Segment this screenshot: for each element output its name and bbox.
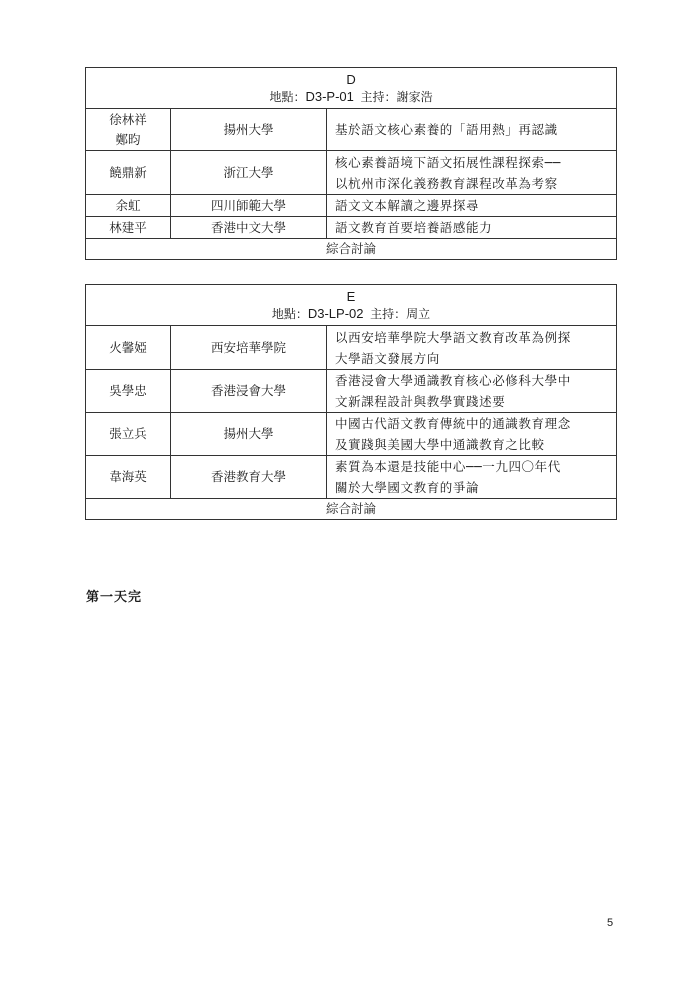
day-end-text: 第一天完 bbox=[86, 590, 143, 605]
venue-code: D3-P-01 bbox=[305, 89, 354, 104]
session-d-letter: D bbox=[346, 72, 356, 87]
institution: 香港中文大學 bbox=[171, 217, 327, 239]
institution: 香港教育大學 bbox=[171, 456, 327, 499]
paper-title bbox=[327, 326, 617, 370]
paper-title bbox=[327, 217, 617, 239]
institution: 揚州大學 bbox=[171, 109, 327, 151]
paper-title-line: 中國古代語文教育傳統中的通識教育理念 bbox=[335, 416, 571, 431]
paper-title-line: 以西安培華學院大學語文教育改革為例探 bbox=[335, 329, 571, 345]
paper-title bbox=[327, 370, 617, 413]
venue-label: 地點： bbox=[269, 90, 306, 104]
paper-title-line: 基於語文核心素養的「語用熱」再認識 bbox=[335, 122, 558, 137]
presenter-name: 鄭昀 bbox=[115, 131, 141, 147]
session-e-venue bbox=[86, 306, 616, 325]
presenter-name: 林建平 bbox=[109, 219, 147, 235]
presenter-names bbox=[86, 109, 171, 151]
host-label: 主持： bbox=[360, 90, 397, 104]
paper-title-line: 香港浸會大學通識教育核心必修科大學中 bbox=[335, 373, 571, 388]
paper-title bbox=[327, 151, 617, 195]
session-d-table bbox=[85, 67, 617, 260]
paper-title-line: 核心素養語境下語文拓展性課程探索── bbox=[335, 154, 561, 170]
table-row bbox=[86, 326, 617, 370]
presenter-name: 徐林祥 bbox=[109, 111, 147, 127]
presenter-names bbox=[86, 151, 171, 195]
paper-title bbox=[327, 456, 617, 499]
institution: 浙江大學 bbox=[171, 151, 327, 195]
institution: 四川師範大學 bbox=[171, 195, 327, 217]
session-e-table bbox=[85, 284, 617, 520]
paper-title-line: 語文教育首要培養語感能力 bbox=[335, 220, 493, 235]
institution: 西安培華學院 bbox=[171, 326, 327, 370]
presenter-names bbox=[86, 195, 171, 217]
institution: 香港浸會大學 bbox=[171, 370, 327, 413]
host-name: 周立 bbox=[406, 307, 431, 321]
venue-label: 地點： bbox=[271, 307, 308, 321]
paper-title-line: 大學語文發展方向 bbox=[335, 350, 440, 366]
venue-code: D3-LP-02 bbox=[307, 306, 364, 321]
discussion-label: 綜合討論 bbox=[86, 499, 617, 520]
presenter-name: 火馨婭 bbox=[109, 339, 147, 355]
table-row bbox=[86, 217, 617, 239]
presenter-name: 張立兵 bbox=[109, 426, 147, 441]
session-e-letter: E bbox=[346, 289, 356, 304]
table-row bbox=[86, 195, 617, 217]
presenter-name: 吳學忠 bbox=[109, 383, 147, 398]
presenter-names bbox=[86, 217, 171, 239]
session-d-header bbox=[86, 68, 617, 109]
presenter-name: 韋海英 bbox=[109, 469, 147, 484]
paper-title-line: 文新課程設計與教學實踐述要 bbox=[335, 394, 506, 409]
host-name: 謝家浩 bbox=[396, 90, 433, 104]
table-row bbox=[86, 151, 617, 195]
institution: 揚州大學 bbox=[171, 413, 327, 456]
paper-title-line: 以杭州市深化義務教育課程改革為考察 bbox=[335, 175, 558, 191]
presenter-name: 余虹 bbox=[115, 197, 141, 213]
paper-title-line: 素質為本還是技能中心──一九四〇年代 bbox=[335, 459, 561, 474]
discussion-label: 綜合討論 bbox=[86, 239, 617, 260]
table-row bbox=[86, 370, 617, 413]
session-e-header bbox=[86, 285, 617, 326]
table-row bbox=[86, 456, 617, 499]
presenter-names bbox=[86, 370, 171, 413]
paper-title bbox=[327, 109, 617, 151]
presenter-names bbox=[86, 456, 171, 499]
discussion-row bbox=[86, 239, 617, 260]
paper-title-line: 語文文本解讀之邊界探尋 bbox=[335, 198, 480, 213]
paper-title bbox=[327, 413, 617, 456]
table-row bbox=[86, 413, 617, 456]
table-row bbox=[86, 109, 617, 151]
presenter-name: 饒鼎新 bbox=[109, 164, 147, 180]
session-d-venue bbox=[86, 89, 616, 108]
paper-title-line: 關於大學國文教育的爭論 bbox=[335, 480, 480, 495]
presenter-names bbox=[86, 413, 171, 456]
paper-title bbox=[327, 195, 617, 217]
presenter-names bbox=[86, 326, 171, 370]
host-label: 主持： bbox=[370, 307, 407, 321]
discussion-row bbox=[86, 499, 617, 520]
page-number: 5 bbox=[607, 917, 614, 929]
paper-title-line: 及實踐與美國大學中通識教育之比較 bbox=[335, 437, 545, 452]
